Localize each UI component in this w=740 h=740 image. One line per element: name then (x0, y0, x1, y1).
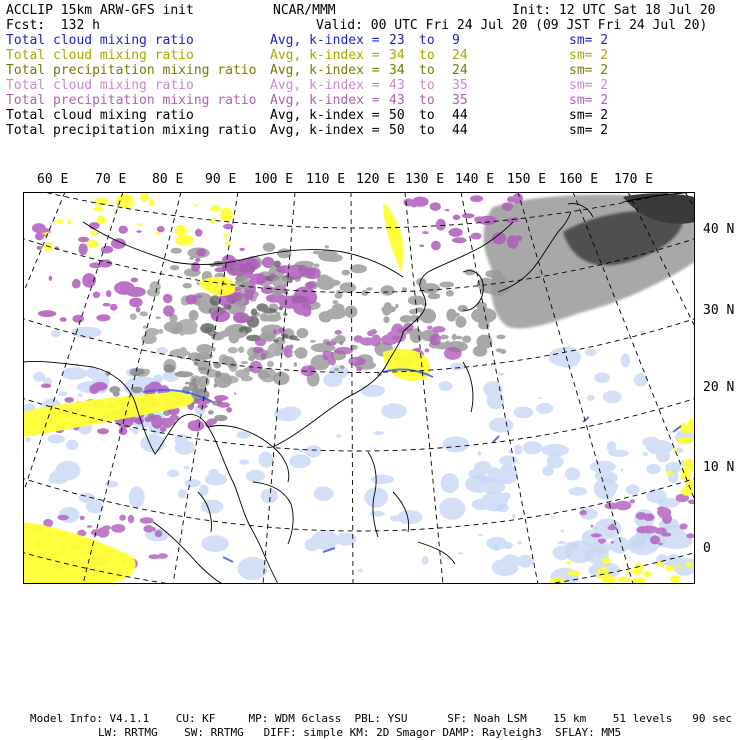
legend-field: Total cloud mixing ratio (6, 78, 194, 93)
legend-k2: 44 (452, 123, 468, 138)
model-title: ACCLIP 15km ARW-GFS init (6, 3, 194, 18)
legend-k2: 44 (452, 108, 468, 123)
latitude-label: 0 (703, 541, 711, 556)
latitude-label: 40 N (703, 222, 735, 237)
longitude-label: 140 E (455, 172, 495, 187)
legend-row (6, 78, 734, 93)
model-info-line-1: Model Info: V4.1.1 CU: KF MP: WDM 6class PBL: YSU SF: Noah LSM 15 km 51 levels 90 sec (30, 712, 732, 725)
legend-k1: 34 (389, 63, 405, 78)
legend-row (6, 33, 734, 48)
legend-k2: 24 (452, 48, 468, 63)
legend-k1: 50 (389, 108, 405, 123)
legend-row (6, 93, 734, 108)
longitude-label: 70 E (95, 172, 127, 187)
legend-to: to (419, 78, 435, 93)
legend-avg: Avg, k-index = (270, 108, 380, 123)
longitude-label: 130 E (405, 172, 445, 187)
legend-to: to (419, 93, 435, 108)
legend-field: Total cloud mixing ratio (6, 48, 194, 63)
longitude-label: 60 E (37, 172, 69, 187)
longitude-label: 120 E (356, 172, 396, 187)
longitude-label: 100 E (254, 172, 294, 187)
forecast-hour: Fcst: 132 h (6, 18, 100, 33)
legend-avg: Avg, k-index = (270, 123, 380, 138)
longitude-label: 110 E (306, 172, 346, 187)
latitude-label: 30 N (703, 303, 735, 318)
forecast-map (23, 192, 695, 584)
legend-k1: 23 (389, 33, 405, 48)
legend-sm: sm= 2 (569, 63, 609, 78)
legend-field: Total precipitation mixing ratio (6, 93, 257, 108)
longitude-label: 170 E (614, 172, 654, 187)
longitude-label: 150 E (507, 172, 547, 187)
latitude-label: 10 N (703, 460, 735, 475)
legend-field: Total cloud mixing ratio (6, 108, 194, 123)
legend-field: Total cloud mixing ratio (6, 33, 194, 48)
legend-row (6, 48, 734, 63)
legend-sm: sm= 2 (569, 123, 609, 138)
legend-to: to (419, 48, 435, 63)
legend-k1: 43 (389, 78, 405, 93)
legend-avg: Avg, k-index = (270, 78, 380, 93)
valid-time: Valid: 00 UTC Fri 24 Jul 20 (09 JST Fri 24 Jul 20) (316, 18, 708, 33)
init-time: Init: 12 UTC Sat 18 Jul 20 (512, 3, 716, 18)
legend-row (6, 123, 734, 138)
legend-k2: 35 (452, 93, 468, 108)
legend-k1: 34 (389, 48, 405, 63)
model-info-line-2: LW: RRTMG SW: RRTMG DIFF: simple KM: 2D Smagor DAMP: Rayleigh3 SFLAY: MM5 (98, 726, 622, 739)
legend-avg: Avg, k-index = (270, 93, 380, 108)
legend-to: to (419, 123, 435, 138)
longitude-label: 160 E (559, 172, 599, 187)
legend-k1: 50 (389, 123, 405, 138)
legend-field: Total precipitation mixing ratio (6, 123, 257, 138)
legend-row (6, 63, 734, 78)
legend-sm: sm= 2 (569, 108, 609, 123)
longitude-label: 80 E (152, 172, 184, 187)
organization-label: NCAR/MMM (273, 3, 336, 18)
legend-to: to (419, 33, 435, 48)
legend-avg: Avg, k-index = (270, 33, 380, 48)
legend-field: Total precipitation mixing ratio (6, 63, 257, 78)
legend-avg: Avg, k-index = (270, 48, 380, 63)
legend-sm: sm= 2 (569, 33, 609, 48)
legend-sm: sm= 2 (569, 78, 609, 93)
legend-k2: 9 (452, 33, 460, 48)
legend-sm: sm= 2 (569, 93, 609, 108)
legend-row (6, 108, 734, 123)
legend-k1: 43 (389, 93, 405, 108)
longitude-label: 90 E (205, 172, 237, 187)
legend-k2: 24 (452, 63, 468, 78)
legend-to: to (419, 108, 435, 123)
legend-sm: sm= 2 (569, 48, 609, 63)
legend-k2: 35 (452, 78, 468, 93)
legend-avg: Avg, k-index = (270, 63, 380, 78)
legend-to: to (419, 63, 435, 78)
latitude-label: 20 N (703, 380, 735, 395)
